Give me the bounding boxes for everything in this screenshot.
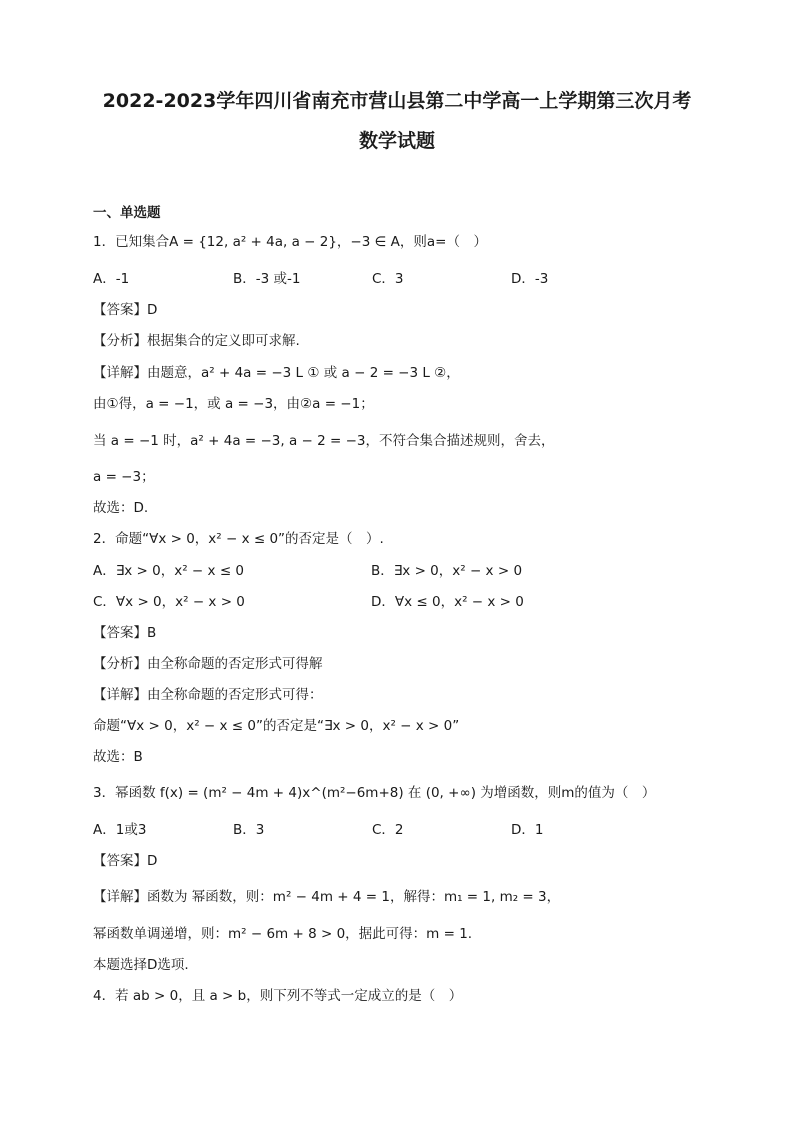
q2-analysis: 【分析】由全称命题的否定形式可得解 bbox=[93, 656, 323, 672]
q3-detail-3: 本题选择D选项. bbox=[93, 957, 189, 973]
q1-detail-1: 【详解】由题意，a² + 4a = −3 L ① 或 a − 2 = −3 L ②， bbox=[93, 365, 460, 381]
q2-option-b: B．∃x > 0，x² − x > 0 bbox=[371, 563, 523, 579]
q1-stem: 1．已知集合A = {12, a² + 4a, a − 2}，−3 ∈ A，则a=（ ） bbox=[93, 234, 487, 250]
q1-detail-2: 由①得，a = −1，或 a = −3，由②a = −1； bbox=[93, 396, 374, 412]
q1-option-d: D．-3 bbox=[511, 271, 549, 287]
q3-option-d: D．1 bbox=[511, 822, 544, 838]
q3-answer: 【答案】D bbox=[93, 853, 158, 869]
q1-detail-4: a = −3； bbox=[93, 469, 155, 485]
q1-option-b: B．-3 或-1 bbox=[233, 271, 301, 287]
q2-stem: 2．命题“∀x > 0，x² − x ≤ 0”的否定是（ ）. bbox=[93, 531, 384, 547]
q1-option-a: A．-1 bbox=[93, 271, 130, 287]
q1-analysis: 【分析】根据集合的定义即可求解. bbox=[93, 333, 300, 349]
q1-detail-3: 当 a = −1 时，a² + 4a = −3, a − 2 = −3，不符合集合描述规则，舍去， bbox=[93, 433, 555, 449]
paper-title-line2: 数学试题 bbox=[358, 130, 435, 152]
q2-option-d: D．∀x ≤ 0，x² − x > 0 bbox=[371, 594, 524, 610]
q1-answer: 【答案】D bbox=[93, 302, 158, 318]
q3-detail-1: 【详解】函数为 幂函数，则：m² − 4m + 4 = 1，解得：m₁ = 1, m₂ = 3， bbox=[93, 889, 561, 905]
q2-detail-1: 【详解】由全称命题的否定形式可得： bbox=[93, 687, 323, 703]
q3-option-b: B．3 bbox=[233, 822, 265, 838]
q3-option-c: C．2 bbox=[372, 822, 404, 838]
q2-option-c: C．∀x > 0，x² − x > 0 bbox=[93, 594, 245, 610]
q2-answer: 【答案】B bbox=[93, 625, 157, 641]
q1-detail-5: 故选：D. bbox=[93, 500, 149, 516]
section-heading: 一、单选题 bbox=[93, 205, 161, 221]
q1-option-c: C．3 bbox=[372, 271, 404, 287]
q2-detail-3: 故选：B bbox=[93, 749, 143, 765]
q4-stem: 4．若 ab > 0，且 a > b，则下列不等式一定成立的是（ ） bbox=[93, 988, 463, 1004]
paper-title-line1: 2022-2023学年四川省南充市营山县第二中学高一上学期第三次月考 bbox=[102, 90, 692, 112]
q3-stem: 3．幂函数 f(x) = (m² − 4m + 4)x^(m²−6m+8) 在 (0, +∞) 为增函数，则m的值为（ ） bbox=[93, 785, 656, 801]
q3-detail-2: 幂函数单调递增，则：m² − 6m + 8 > 0，据此可得：m = 1. bbox=[93, 926, 473, 942]
q2-option-a: A．∃x > 0，x² − x ≤ 0 bbox=[93, 563, 245, 579]
q2-detail-2: 命题“∀x > 0，x² − x ≤ 0”的否定是“∃x > 0，x² − x > 0” bbox=[93, 718, 460, 734]
q3-option-a: A．1或3 bbox=[93, 822, 147, 838]
